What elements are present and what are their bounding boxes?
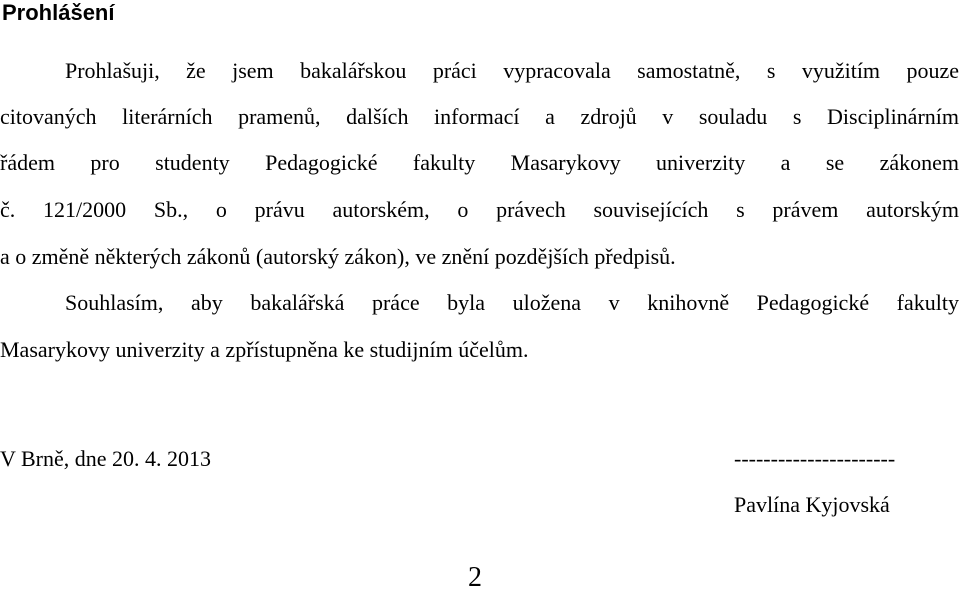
signature-name: Pavlína Kyjovská [734,492,890,517]
signature-line: ---------------------- [734,446,896,471]
paragraph-line: citovaných literárních pramenů, dalších informací a zdrojů v souladu s Disciplinárním [0,104,959,129]
paragraph-line: č. 121/2000 Sb., o právu autorském, o právech souvisejících s právem autorským [0,197,959,222]
place-and-date: V Brně, dne 20. 4. 2013 [0,446,212,471]
paragraph-line: Souhlasím, aby bakalářská práce byla uložena v knihovně Pedagogické fakulty [65,290,959,315]
paragraph-line: a o změně některých zákonů (autorský zákon), ve znění pozdějších předpisů. [0,244,676,269]
paragraph-line: Prohlašuji, že jsem bakalářskou práci vypracovala samostatně, s využitím pouze [65,58,959,83]
paragraph-line: řádem pro studenty Pedagogické fakulty Masarykovy univerzity a se zákonem [0,150,959,175]
page-number: 2 [468,562,482,593]
page-heading: Prohlášení [2,0,115,25]
paragraph-line: Masarykovy univerzity a zpřístupněna ke studijním účelům. [0,337,529,362]
